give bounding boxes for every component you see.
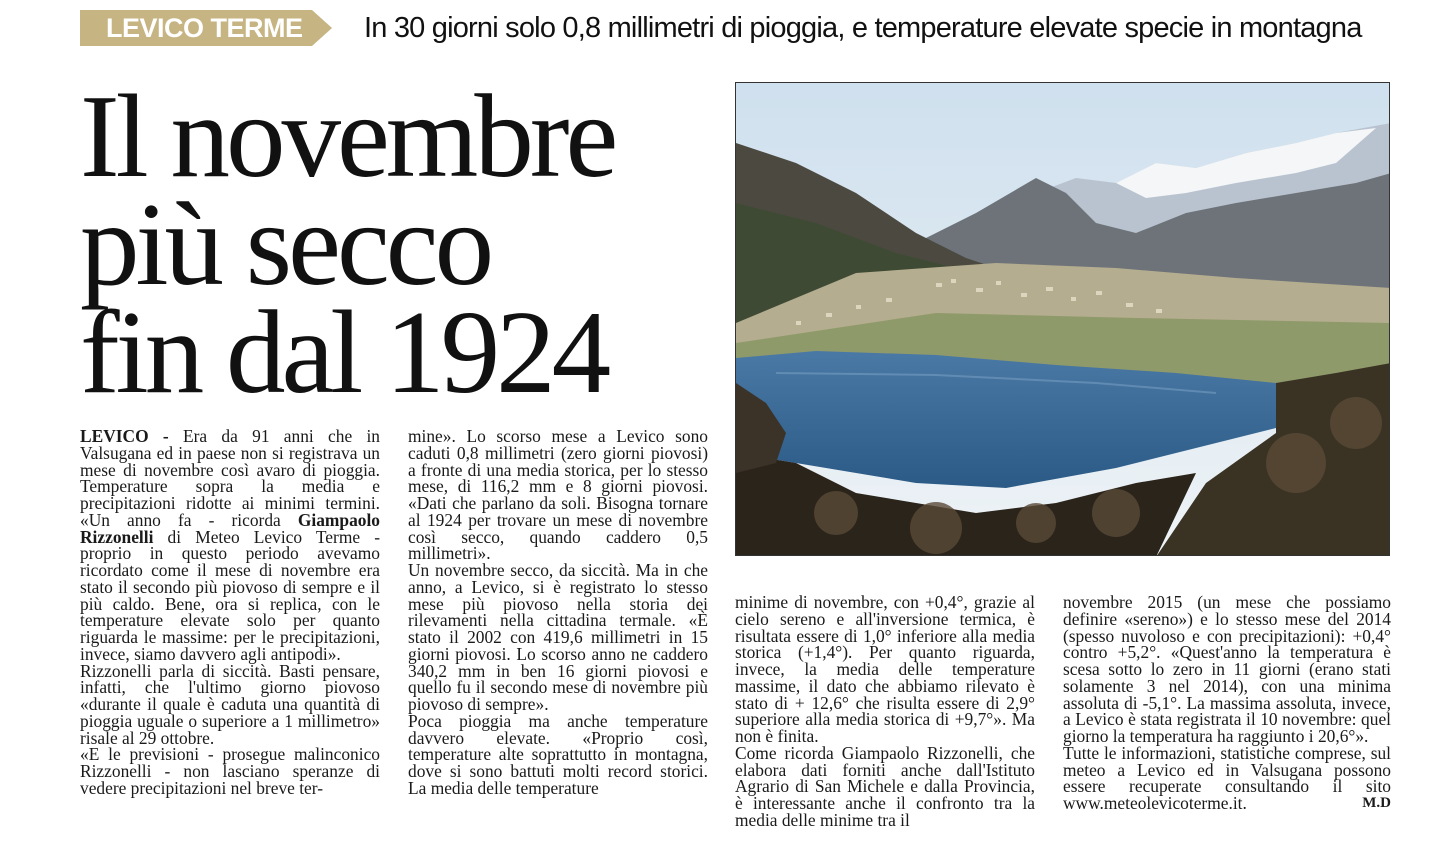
text: Tutte le informazioni, statistiche comprese, sul meteo a Levico ed in Valsugana possono essere recuperate consultando il sito www.meteolevicoterme.it. — [1063, 742, 1391, 813]
paragraph: mine». Lo scorso mese a Levico sono caduti 0,8 millimetri (zero giorni piovosi) a fronte di una media storica, per lo stesso mese, di 116,2 mm e 8 giorni piovosi. «Dati che parlano da soli. Bisogna tornare al 1924 per trovare un mese di novembre così secco, quando caddero 0,5 millimetri». — [408, 426, 708, 564]
article-column-1 — [80, 428, 380, 797]
text: Era da 91 anni che in Valsugana ed in paese non si registrava un mese di novembre così avaro di pioggia. Temperature sopra la media e precipitazioni ridotte ai minimi termini. «Un anno fa - ricorda — [80, 426, 380, 530]
article-column-2 — [408, 428, 708, 797]
person-name: Giampaolo Rizzonelli — [80, 509, 380, 547]
paragraph: Come ricorda Giampaolo Rizzonelli, che elabora dati forniti anche dall'Istituto Agrario di San Michele e dalla Provincia, è interessante anche il confronto tra la media delle minime tra il — [735, 742, 1035, 830]
paragraph: Rizzonelli parla di siccità. Basti pensare, infatti, che l'ultimo giorno piovoso «durante il quale è caduta una quantità di pioggia uguale o superiore a 1 millimetro» risale al 29 ottobre. — [80, 660, 380, 748]
paragraph: Poca pioggia ma anche temperature davvero elevate. «Proprio così, temperature alte soprattutto in montagna, dove si sono battuti molti record storici. La media delle temperature — [408, 710, 708, 798]
kicker-arrow-icon — [312, 10, 332, 46]
subheadline: In 30 giorni solo 0,8 millimetri di pioggia, e temperature elevate specie in montagna — [364, 12, 1362, 44]
headline: Il novembre più secco fin dal 1924 — [80, 70, 615, 418]
article-photo — [735, 82, 1390, 556]
dateline: LEVICO - — [80, 426, 169, 446]
lake-mountain-landscape-photo — [736, 83, 1390, 556]
paragraph — [80, 428, 380, 663]
paragraph: «E le previsioni - prosegue malinconico Rizzonelli - non lasciano speranze di vedere precipitazioni nel breve ter- — [80, 744, 380, 798]
paragraph: Un novembre secco, da siccità. Ma in che anno, a Levico, si è registrato lo stesso mese più piovoso nella storia dei rilevamenti nella cittadina termale. «È stato il 2002 con 419,6 millimetri in 15 giorni piovosi. Lo scorso anno ne caddero 340,2 mm in ben 16 giorni piovosi e quello fu il secondo mese di novembre più piovoso di sempre». — [408, 560, 708, 714]
paragraph: minime di novembre, con +0,4°, grazie al cielo sereno e all'inversione termica, è risultata essere di 1,0° inferiore alla media storica (+1,4°). Per quanto riguarda, invece, la media delle temperature massime, il dato che abbiamo rilevato è stato di + 12,6° che risulta essere di 2,9° superiore alla media storica di +9,7°». Ma non è finita. — [735, 592, 1035, 746]
paragraph: novembre 2015 (un mese che possiamo definire «sereno») e lo stesso mese del 2014 (spesso nuvoloso e con precipitazioni): +0,4° contro +5,2°. «Quest'anno la temperatura è scesa sotto lo zero in 11 giorni (erano stati solamente 3 nel 2014), con una minima assoluta di -5,1°. La massima assoluta, invece, a Levico è stata registrata il 10 novembre: quel giorno la temperatura ha raggiunto i 20,6°». — [1063, 592, 1391, 746]
article-column-4 — [1063, 594, 1391, 812]
paragraph — [1063, 742, 1391, 813]
author-signature: M.D — [1362, 795, 1391, 811]
section-kicker: LEVICO TERME — [80, 10, 312, 46]
text: di Meteo Levico Terme - proprio in questo periodo avevamo ricordato come il mese di novembre era stato il secondo più piovoso di sempre e il più caldo. Bene, ora si replica, con le temperature elevate solo per quanto riguarda le massime: per le precipitazioni, invece, siamo davvero agli antipodi». — [80, 526, 380, 664]
article-column-3 — [735, 594, 1035, 829]
